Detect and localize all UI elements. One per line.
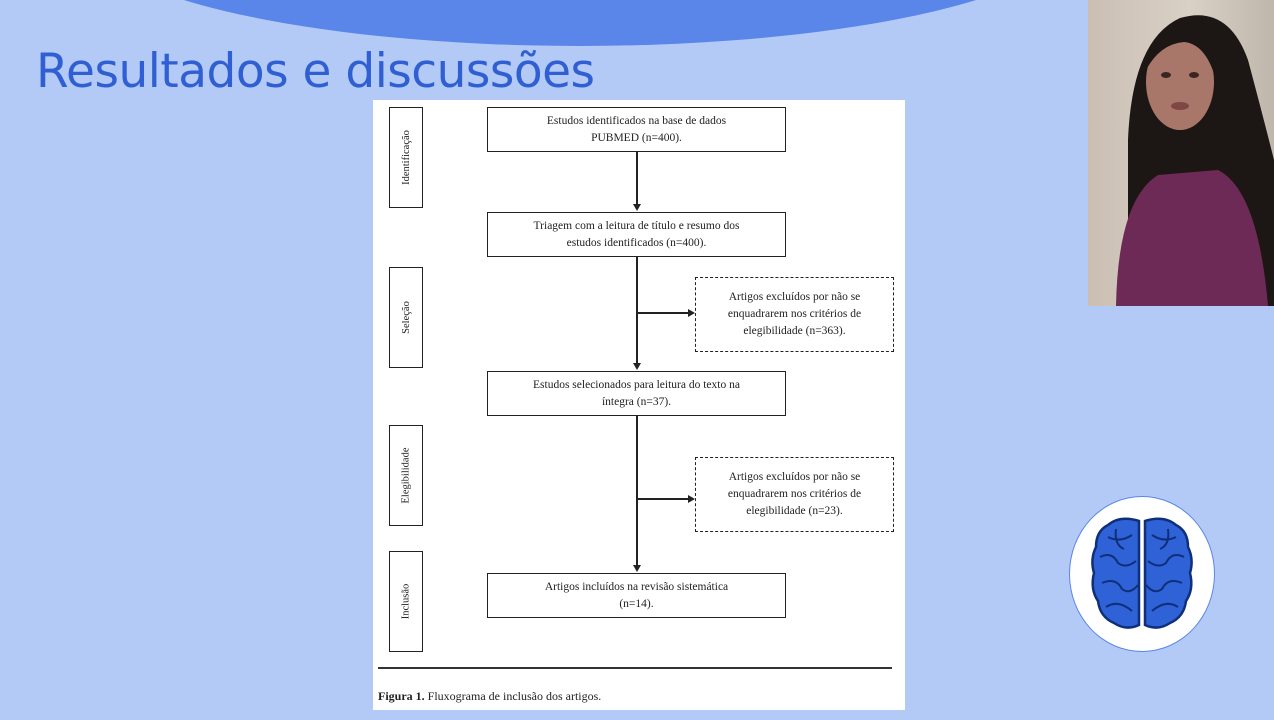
box-excluded-eligibility-line-2: enquadrarem nos critérios de — [727, 488, 862, 501]
figure-caption-text: Fluxograma de inclusão dos artigos. — [427, 689, 602, 703]
figure-caption — [378, 689, 601, 704]
stage-selecao — [389, 267, 423, 368]
box-selected-fulltext — [487, 371, 786, 416]
stage-identificacao-label: Identificação — [400, 130, 412, 185]
stage-inclusao-label: Inclusão — [400, 583, 412, 620]
box-excluded-screening — [695, 277, 894, 352]
box-identified-line-1: Estudos identificados na base de dados — [546, 114, 727, 127]
box-excluded-eligibility-line-1: Artigos excluídos por não se — [728, 471, 861, 484]
header-arc-decoration — [80, 0, 1080, 46]
brain-icon — [1086, 513, 1198, 635]
flowchart-figure — [373, 100, 905, 710]
arrow-down-icon — [633, 204, 641, 211]
connector-selected-to-included — [636, 416, 638, 566]
connector-screening-exclusion — [637, 312, 688, 314]
stage-elegibilidade-label: Elegibilidade — [400, 447, 412, 504]
presenter-silhouette — [1088, 0, 1274, 306]
stage-inclusao — [389, 551, 423, 652]
box-excluded-screening-line-3: elegibilidade (n=363). — [743, 324, 846, 337]
box-excluded-screening-line-1: Artigos excluídos por não se — [728, 291, 861, 304]
brain-logo — [1069, 496, 1215, 652]
box-identified-line-2: PUBMED (n=400). — [591, 131, 682, 144]
stage-selecao-label: Seleção — [400, 301, 412, 334]
connector-identified-to-screening — [636, 152, 638, 205]
figure-caption-label: Figura 1. — [378, 689, 425, 703]
connector-screening-to-selected — [636, 257, 638, 364]
box-selected-fulltext-line-2: íntegra (n=37). — [601, 395, 672, 408]
slide-title: Resultados e discussões — [36, 44, 595, 99]
box-screening-line-1: Triagem com a leitura de título e resumo dos — [533, 219, 740, 232]
box-included-line-2: (n=14). — [619, 597, 654, 610]
webcam-video — [1088, 0, 1274, 306]
stage-identificacao — [389, 107, 423, 208]
arrow-down-icon — [633, 565, 641, 572]
box-selected-fulltext-line-1: Estudos selecionados para leitura do texto na — [533, 378, 740, 391]
connector-eligibility-exclusion — [637, 498, 688, 500]
figure-divider — [378, 667, 892, 669]
arrow-right-icon — [688, 495, 695, 503]
arrow-down-icon — [633, 363, 641, 370]
box-screening-line-2: estudos identificados (n=400). — [566, 236, 707, 249]
box-excluded-eligibility-line-3: elegibilidade (n=23). — [746, 504, 843, 517]
box-excluded-screening-line-2: enquadrarem nos critérios de — [727, 308, 862, 321]
box-identified — [487, 107, 786, 152]
box-excluded-eligibility — [695, 457, 894, 532]
arrow-right-icon — [688, 309, 695, 317]
box-included — [487, 573, 786, 618]
box-included-line-1: Artigos incluídos na revisão sistemática — [544, 580, 729, 593]
box-screening — [487, 212, 786, 257]
stage-elegibilidade — [389, 425, 423, 526]
